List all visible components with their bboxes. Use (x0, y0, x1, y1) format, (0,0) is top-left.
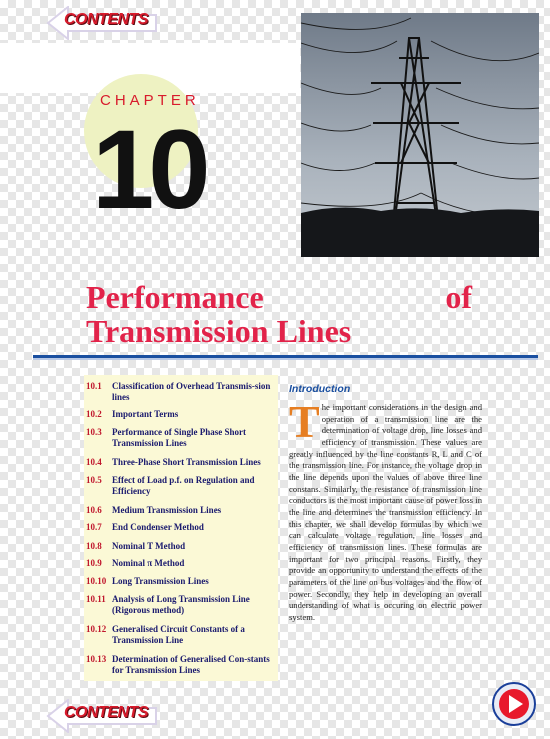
toc-item-text: Effect of Load p.f. on Regulation and Efficiency (112, 475, 255, 496)
toc-item-number: 10.12 (86, 624, 107, 634)
chapter-label: CHAPTER (100, 92, 200, 109)
toc-item-number: 10.7 (86, 522, 102, 532)
contents-button-label: CONTENTS (64, 11, 148, 28)
chapter-contents-list (84, 375, 278, 681)
toc-item-text: Classification of Overhead Transmis-sion lines (112, 381, 271, 402)
toc-item-number: 10.6 (86, 505, 102, 515)
chapter-number: 10 (92, 107, 205, 232)
introduction-text (289, 396, 482, 623)
toc-item-text: Nominal π Method (112, 558, 185, 568)
toc-item-number: 10.5 (86, 475, 102, 485)
toc-item-text: Generalised Circuit Constants of a Transmission Line (112, 624, 245, 645)
toc-item-text: End Condenser Method (112, 522, 204, 532)
transmission-tower-photo (301, 13, 539, 257)
toc-item-text: Determination of Generalised Con-stants for Transmission Lines (112, 654, 270, 675)
introduction-body: he important considerations in the design and operation of a transmission line are the determination of voltage drop, line losses and efficiency of transmission. These values are greatly influenced by the line constants R, L and C of the transmission line. For instance, the voltage drop in the line depends upon the values of above three line constans. Similarly, the resistance of transmission line conductors is the most important cause of power loss in the line and determines the transmission efficiency. In this chapter, we shall develop formulas by which we can calculate voltage regulation, line losses and efficiency of transmission lines. These formulas are important for two principal reasons. Firstly, they provide an opportunity to understand the effects of the parameters of the line on bus voltages and the flow of power. Secondly, they help in developing an overall understanding of what is occuring on electric power system. (289, 402, 482, 622)
toc-item-number: 10.10 (86, 576, 107, 586)
toc-item-text: Important Terms (112, 409, 179, 419)
toc-item-number: 10.1 (86, 381, 102, 391)
title-divider (33, 355, 538, 358)
contents-button-label: CONTENTS (64, 704, 148, 721)
toc-item-text: Analysis of Long Transmission Line (Rigorous method) (112, 594, 250, 615)
play-right-icon (492, 682, 536, 726)
toc-item-text: Three-Phase Short Transmission Lines (112, 457, 261, 467)
toc-item-text: Nominal T Method (112, 541, 186, 551)
toc-item-text: Medium Transmission Lines (112, 505, 222, 515)
toc-item-number: 10.13 (86, 654, 107, 664)
next-page-button[interactable] (492, 682, 536, 726)
toc-item-text: Performance of Single Phase Short Transmission Lines (112, 427, 246, 448)
toc-item-number: 10.3 (86, 427, 102, 437)
introduction-heading: Introduction (289, 383, 351, 395)
toc-item-number: 10.11 (86, 594, 106, 604)
toc-item-number: 10.8 (86, 541, 102, 551)
toc-item-number: 10.9 (86, 558, 102, 568)
contents-button-top[interactable] (46, 6, 158, 36)
chapter-title: Performance of Transmission Lines (86, 279, 472, 349)
drop-cap: T (289, 396, 320, 447)
toc-item-number: 10.4 (86, 457, 102, 467)
contents-button-bottom[interactable] (46, 699, 158, 729)
toc-item-number: 10.2 (86, 409, 102, 419)
toc-item-text: Long Transmission Lines (112, 576, 209, 586)
